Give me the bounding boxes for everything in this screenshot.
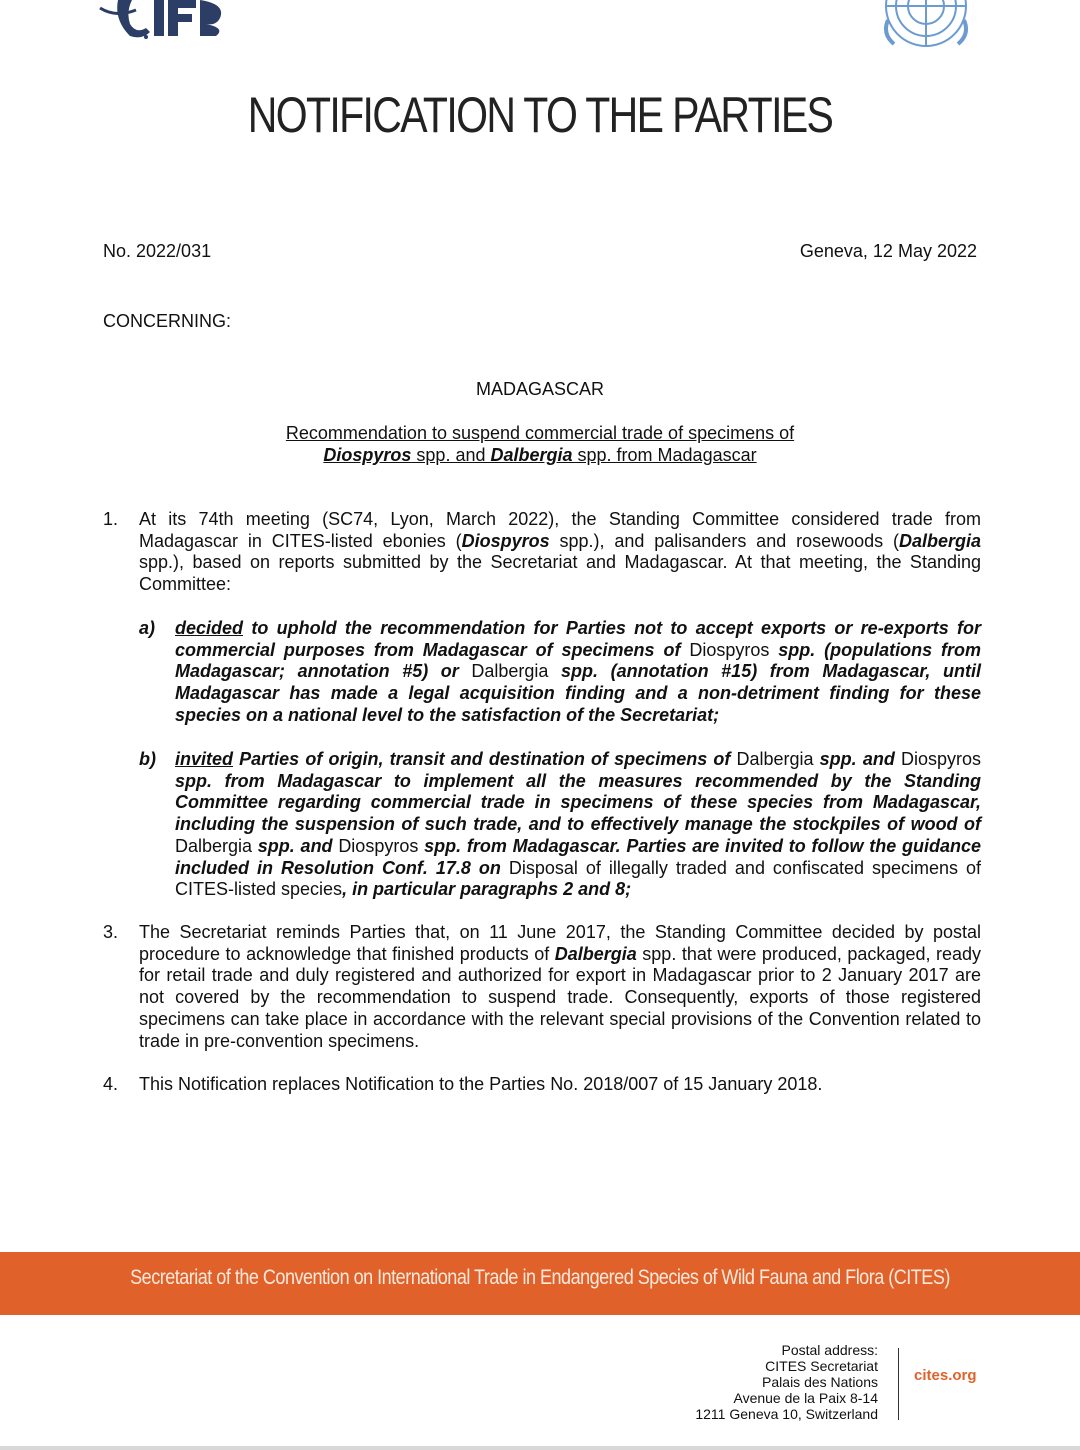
genus-name: Diospyros — [900, 749, 981, 769]
item-text: to uphold the recommendation for Parties not to accept exports or re-exports for commercial purposes from Madagascar of specimens of — [175, 618, 981, 660]
para-text: The Secretariat reminds Parties that, on 11 June 2017, the Standing Committee decided by postal procedure to acknowledge that finished products of — [139, 922, 981, 964]
genus-name: Dalbergia — [736, 749, 814, 769]
paragraph-4 — [103, 1074, 981, 1096]
footer-band-text: Secretariat of the Convention on International Trade in Endangered Species of Wild Fauna and Flora (CITES) — [130, 1266, 950, 1289]
address-line: 1211 Geneva 10, Switzerland — [695, 1406, 878, 1422]
resolution-title: Disposal of illegally traded and confiscated specimens of CITES-listed species — [175, 857, 981, 900]
para-text: spp.), and palisanders and rosewoods ( — [549, 530, 899, 551]
para-text: This Notification replaces Notification to the Parties No. 2018/007 of 15 January 2018. — [139, 1074, 823, 1094]
website-link[interactable]: cites.org — [914, 1367, 977, 1384]
subject-genus-2: Dalbergia — [490, 445, 573, 465]
address-line: Postal address: — [781, 1342, 878, 1358]
genus-name: Diospyros — [338, 835, 419, 856]
para-text: spp. that were produced, packaged, ready for retail trade and duly registered and authorized for export in Madagascar prior to 2 January 2017 are not covered by the recommendation to suspend trade. Consequently, exports of those registered specimens can take place in accordance with the relevant special provisions of the Convention related to trade in pre-convention specimens. — [139, 943, 982, 1051]
item-text: , in particular paragraphs 2 and 8; — [342, 879, 632, 900]
footer-divider — [898, 1348, 899, 1420]
item-a — [139, 618, 981, 727]
item-label: b) — [139, 749, 156, 769]
item-text: spp. and — [252, 835, 339, 856]
genus-name: Dalbergia — [175, 835, 253, 856]
paragraph-number: 4. — [103, 1074, 119, 1094]
genus-name: Diospyros — [689, 639, 770, 660]
item-text: spp. (annotation #15) from Madagascar, until Madagascar has made a legal acquisition finding and a non-detriment finding for these species on a national level to the satisfaction of the Secretariat; — [175, 661, 981, 725]
item-text: spp. (populations from Madagascar; annotation #5) or — [175, 639, 981, 682]
item-text: spp. from Madagascar to implement all the measures recommended by the Standing Committee regarding commercial trade in specimens of these species from Madagascar, including the suspension of such trade, and to effectively manage the stockpiles of wood of — [175, 770, 981, 835]
genus-name: Diospyros — [461, 530, 550, 551]
item-label: a) — [139, 618, 156, 638]
concerning-label: CONCERNING: — [103, 311, 232, 331]
postal-address — [695, 1342, 878, 1422]
genus-name: Dalbergia — [898, 530, 982, 551]
item-text: spp. and — [813, 749, 901, 769]
country-heading: MADAGASCAR — [475, 379, 605, 399]
item-text: Parties of origin, transit and destination of specimens of — [233, 749, 737, 769]
subject-mid: spp. and — [411, 445, 491, 465]
subject-line-1: Recommendation to suspend commercial trade of specimens of — [285, 423, 795, 443]
paragraph-1 — [103, 509, 981, 596]
address-line: Avenue de la Paix 8-14 — [733, 1390, 878, 1406]
address-line: Palais des Nations — [762, 1374, 878, 1390]
un-emblem-icon — [880, 0, 972, 48]
address-line: CITES Secretariat — [765, 1358, 878, 1374]
item-verb: invited — [175, 749, 234, 769]
item-text: spp. from Madagascar. Parties are invited to follow the guidance included in Resolution Conf. 17.8 on — [175, 835, 981, 878]
place-date: Geneva, 12 May 2022 — [799, 241, 977, 261]
subject-heading — [180, 422, 900, 466]
item-b — [139, 749, 981, 901]
document-title: NOTIFICATION TO THE PARTIES — [247, 87, 833, 143]
genus-name: Dalbergia — [554, 943, 637, 964]
para-text: spp.), based on reports submitted by the Secretariat and Madagascar. At that meeting, the Standing Committee: — [139, 552, 981, 595]
item-verb: decided — [175, 618, 244, 638]
paragraph-3 — [103, 922, 981, 1052]
subject-end: spp. from Madagascar — [572, 445, 757, 465]
page-bottom-edge — [0, 1446, 1080, 1450]
paragraph-number: 3. — [103, 922, 119, 942]
para-text: At its 74th meeting (SC74, Lyon, March 2022), the Standing Committee considered trade from Madagascar in CITES-listed ebonies ( — [139, 509, 981, 551]
genus-name: Dalbergia — [471, 661, 549, 682]
paragraph-number: 1. — [103, 509, 119, 529]
notification-number: No. 2022/031 — [103, 241, 212, 261]
subject-genus-1: Diospyros — [323, 445, 412, 465]
cites-logo-icon — [96, 0, 228, 42]
